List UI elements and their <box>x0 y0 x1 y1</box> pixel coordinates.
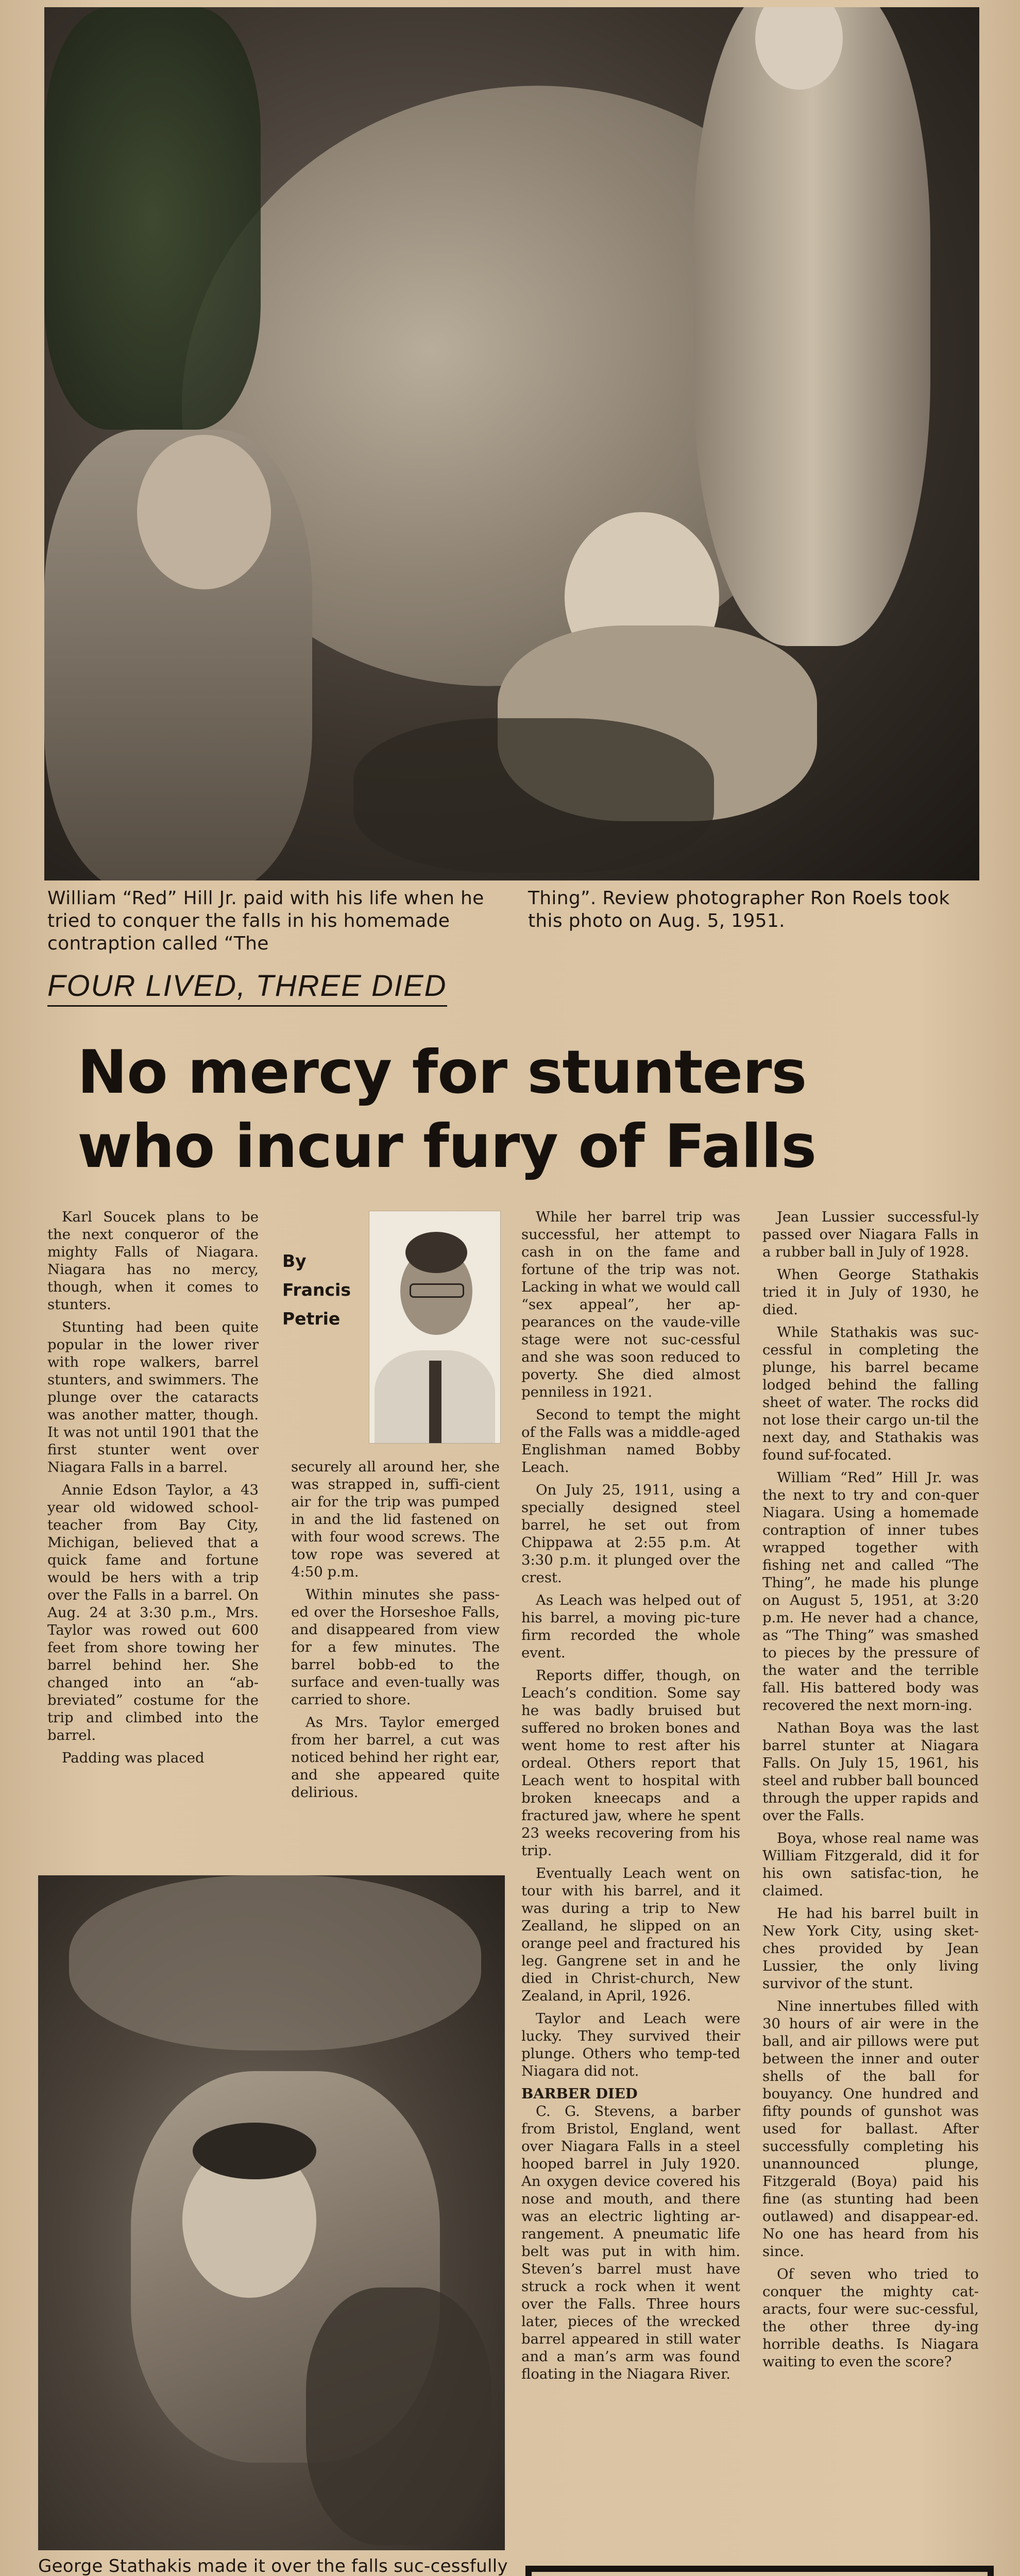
paragraph: He had his barrel built in New York City, using sket-ches provided by Jean Lussier, the only living survivor of the stunt. <box>762 1905 979 1992</box>
paragraph: Nine innertubes filled with 30 hours of air were in the ball, and air pillows were put between the inner and outer shells of the ball for bouyancy. One hundred and fifty pounds of gunshot was used for ballast. After successfully completing his unannounced plunge, Fitzgerald (Boya) paid his fine (as stunting had been outlawed) and disappear-ed. No one has heard from his since. <box>762 1998 979 2260</box>
paragraph: As Mrs. Taylor emerged from her barrel, a cut was noticed behind her right ear, and she appeared quite delirious. <box>291 1714 500 1801</box>
paragraph: securely all around her, she was strapped in, suffi-cient air for the trip was pumped in and the lid fastened on with four wood screws. The tow rope was severed at 4:50 p.m. <box>291 1459 500 1580</box>
top-photo-caption-left: William “Red” Hill Jr. paid with his life when he tried to conquer the falls in his homemade contraption called “The <box>47 888 484 954</box>
column-4 <box>762 1208 979 2376</box>
column-1 <box>47 1208 259 1772</box>
byline-last-name: Petrie <box>282 1309 341 1329</box>
headline <box>77 1036 953 1184</box>
paragraph: C. G. Stevens, a barber from Bristol, England, went over Niagara Falls in a steel hooped barrel in July 1920. An oxygen device covered his nose and mouth, and there was an electric lighting ar-rangement. A pneumatic life belt was put in with him. Steven’s barrel must have struck a rock when it went over the Falls. Three hours later, pieces of the wrecked barrel appeared in still water and a man’s arm was found floating in the Niagara River. <box>521 2103 740 2382</box>
paragraph: On July 25, 1911, using a specially designed steel barrel, he set out from Chippawa at 2:55 p.m. At 3:30 p.m. it plunged over the crest. <box>521 1482 740 1586</box>
paragraph: Padding was placed <box>62 1750 205 1766</box>
paragraph: Jean Lussier successful-ly passed over Niagara Falls in a rubber ball in July of 1928. <box>762 1209 979 1260</box>
column-3 <box>521 1208 740 2388</box>
paragraph: Taylor and Leach were lucky. They survived their plunge. Others who temp-ted Niagara did not. <box>521 2010 740 2079</box>
headline-line-1: No mercy for stunters <box>77 1038 807 1107</box>
top-photo <box>44 7 979 880</box>
paragraph: Eventually Leach went on tour with his barrel, and it was during a trip to New Zealland, he slipped on an orange peel and fractured his leg. Gangrene set in and he died in Christ-church, New Zealand, in April, 1926. <box>521 1865 740 2004</box>
paragraph: Reports differ, though, on Leach’s condition. Some say he was badly bruised but suffered no broken bones and went home to rest after his ordeal. Others report that Leach went to hospital with broken kneecaps and a fractured jaw, where he spent 23 weeks recovering from his trip. <box>521 1667 740 1859</box>
paragraph: William “Red” Hill Jr. was the next to try and con-quer Niagara. Using a homemade contraption of inner tubes wrapped together with fishing net and called “The Thing”, he made his plunge on August 5, 1951, at 3:20 p.m. He never had a chance, as “The Thing” was smashed to pieces by the pressure of the water and the terrible fall. His battered body was recovered the next morn-ing. <box>762 1469 979 1714</box>
paragraph: Boya, whose real name was William Fitzgerald, did it for his own satisfac-tion, he claimed. <box>762 1830 979 1899</box>
bottom-photo <box>38 1875 505 2550</box>
adjacent-box-border <box>525 2566 994 2576</box>
top-photo-caption-right: Thing”. Review photographer Ron Roels took this photo on Aug. 5, 1951. <box>528 888 950 931</box>
paragraph: Of seven who tried to conquer the mighty cat-aracts, four were suc-cessful, the other three dy-ing horrible deaths. Is Niagara waiting to even the score? <box>762 2266 979 2370</box>
headline-line-2: who incur fury of Falls <box>77 1112 817 1181</box>
paragraph: While Stathakis was suc-cessful in completing the plunge, his barrel became lodged behind the falling sheet of water. The rocks did not lose their cargo un-til the next day, and Stathakis was found suf-focated. <box>762 1324 979 1463</box>
bottom-photo-caption: George Stathakis made it over the falls suc-cessfully <box>38 2556 508 2576</box>
column-2 <box>291 1458 500 1806</box>
author-photo <box>369 1211 501 1444</box>
byline-first-name: Francis <box>282 1280 351 1300</box>
byline <box>282 1247 360 1333</box>
kicker: FOUR LIVED, THREE DIED <box>47 969 447 1007</box>
subhead-barber-died: BARBER DIED <box>521 2086 638 2102</box>
paragraph: While her barrel trip was successful, her attempt to cash in on the fame and fortune of the trip was not. Lacking in what we would call “sex appeal”, her ap-pearances on the vaude-ville stage were not suc-cessful and she was soon reduced to poverty. She died almost penniless in 1921. <box>521 1209 740 1400</box>
paragraph: Annie Edson Taylor, a 43 year old widowed school-teacher from Bay City, Michigan, believed that a quick fame and fortune would be hers with a trip over the Falls in a barrel. On Aug. 24 at 3:30 p.m., Mrs. Taylor was rowed out 600 feet from shore towing her barrel behind her. She changed into an “ab-breviated” costume for the trip and climbed into the barrel. <box>47 1482 259 1743</box>
paragraph: Nathan Boya was the last barrel stunter at Niagara Falls. On July 15, 1961, his steel and rubber ball bounced through the upper rapids and over the Falls. <box>762 1720 979 1824</box>
paragraph: As Leach was helped out of his barrel, a moving pic-ture firm recorded the whole event. <box>521 1592 740 1661</box>
byline-by: By <box>282 1251 307 1271</box>
paragraph: Second to tempt the might of the Falls was a middle-aged Englishman named Bobby Leach. <box>521 1406 740 1476</box>
paragraph: Within minutes she pass-ed over the Horseshoe Falls, and disappeared from view for a few minutes. The barrel bobb-ed to the surface and even-tually was carried to shore. <box>291 1586 500 1708</box>
paragraph: When George Stathakis tried it in July of 1930, he died. <box>762 1266 979 1318</box>
paragraph: Stunting had been quite popular in the lower river with rope walkers, barrel stunters, and swimmers. The plunge over the cataracts was another matter, though. It was not until 1901 that the first stunter went over Niagara Falls in a barrel. <box>47 1319 259 1476</box>
paragraph: Karl Soucek plans to be the next conqueror of the mighty Falls of Niagara. Niagara has no mercy, though, when it comes to stunters. <box>47 1209 259 1313</box>
